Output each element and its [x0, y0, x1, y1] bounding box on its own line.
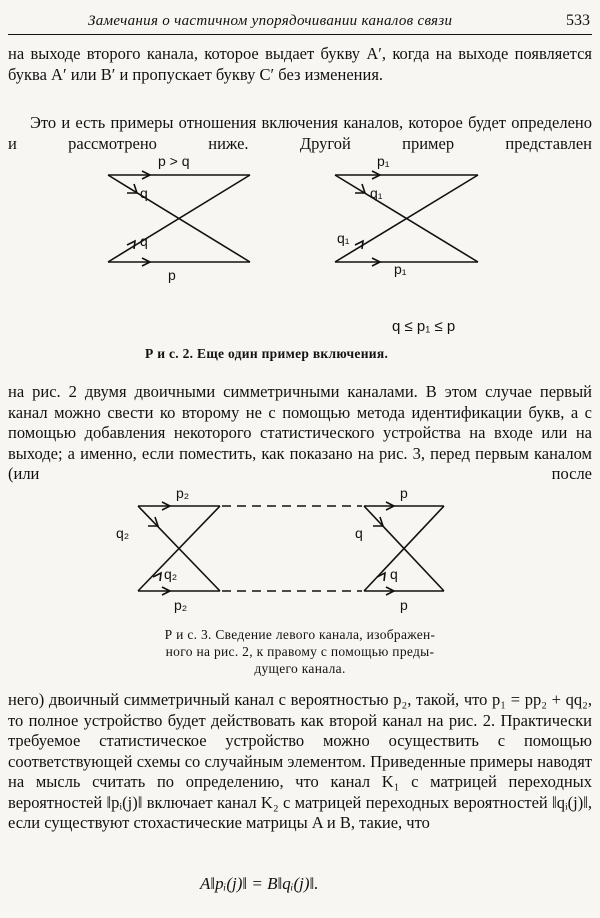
- f2l-top-label: p > q: [158, 153, 190, 169]
- f3r-bottom-label: p: [400, 597, 408, 613]
- inclusion-formula: A‖pᵢ(j)‖ = B‖qᵢ(j)‖.: [200, 874, 319, 893]
- figure-2-diagram: [90, 150, 510, 290]
- paragraph-3: на рис. 2 двумя двоичными симметричными каналами. В этом случае первый канал можно свести ко второму не с помощью метода идентификации букв, а с помощью добавления некоторого статистического устройства на входе или на выходе; а именно, если поместить, как показано на рис. 3, перед первым каналом (или после: [8, 382, 592, 483]
- figure-3-caption: [120, 626, 480, 677]
- f2l-cross-bottom-label: q: [140, 233, 148, 249]
- figure-3-diagram: [110, 484, 490, 620]
- running-title: Замечания о частичном упорядочивании каналов связи: [88, 13, 453, 29]
- figure-3-right-channel: [364, 502, 444, 595]
- figure-3-caption-line-3: дущего канала.: [254, 661, 346, 676]
- running-header: [8, 10, 592, 35]
- f3l-cross-top-label: q₂: [116, 525, 130, 541]
- f2r-top-label: p₁: [377, 153, 390, 169]
- f2r-bottom-label: p₁: [394, 261, 407, 277]
- f3l-top-label: p₂: [176, 485, 190, 501]
- f3r-top-label: p: [400, 485, 408, 501]
- figure-3-caption-line-2: ного на рис. 2, к правому с помощью преды-: [165, 644, 435, 659]
- f3r-cross-bottom-label: q: [390, 566, 398, 582]
- f2r-cross-top-label: q₁: [370, 185, 383, 201]
- figure-2-left-channel: [108, 171, 250, 266]
- figure-2-condition: q ≤ p₁ ≤ p: [392, 318, 456, 335]
- f3l-bottom-label: p₂: [174, 597, 188, 613]
- f2l-cross-top-label: q: [140, 185, 148, 201]
- paragraph-1: на выходе второго канала, которое выдает букву A′, когда на выходе появляется буква A′ или B′ и пропускает букву C′ без изменения.: [8, 44, 592, 84]
- paragraph-4: него) двоичный симметричный канал с вероятностью p₂, такой, что p₁ = pp₂ + qq₂, то полное устройство будет действовать как второй канал на рис. 2. Практически требуемое статистическое устройство можно осуществить с помощью соответствующей схемы со случайным элементом. Приведенные примеры наводят на мысль считать по определению, что канал K₁ с матрицей переходных вероятностей ‖pᵢ(j)‖ включает канал K₂ с матрицей переходных вероятностей ‖qᵢ(j)‖, если существуют стохастические матрицы A и B, такие, что: [8, 690, 592, 832]
- paragraph-2: Это и есть примеры отношения включения каналов, которое будет определено и рассмотрено ниже. Другой пример представлен: [8, 113, 592, 153]
- f3l-cross-bottom-label: q₂: [164, 566, 178, 582]
- figure-2-right-channel: [335, 171, 478, 266]
- f3r-arrow-cross-bottom: [377, 573, 385, 581]
- f3r-cross-top-label: q: [355, 525, 363, 541]
- figure-3-caption-line-1: Р и с. 3. Сведение левого канала, изображен-: [164, 627, 436, 642]
- figure-2-caption: Р и с. 2. Еще один пример включения.: [145, 346, 389, 361]
- f2r-cross-bottom-label: q₁: [337, 230, 350, 246]
- f2l-bottom-label: p: [168, 267, 176, 283]
- page-number: 533: [566, 12, 590, 29]
